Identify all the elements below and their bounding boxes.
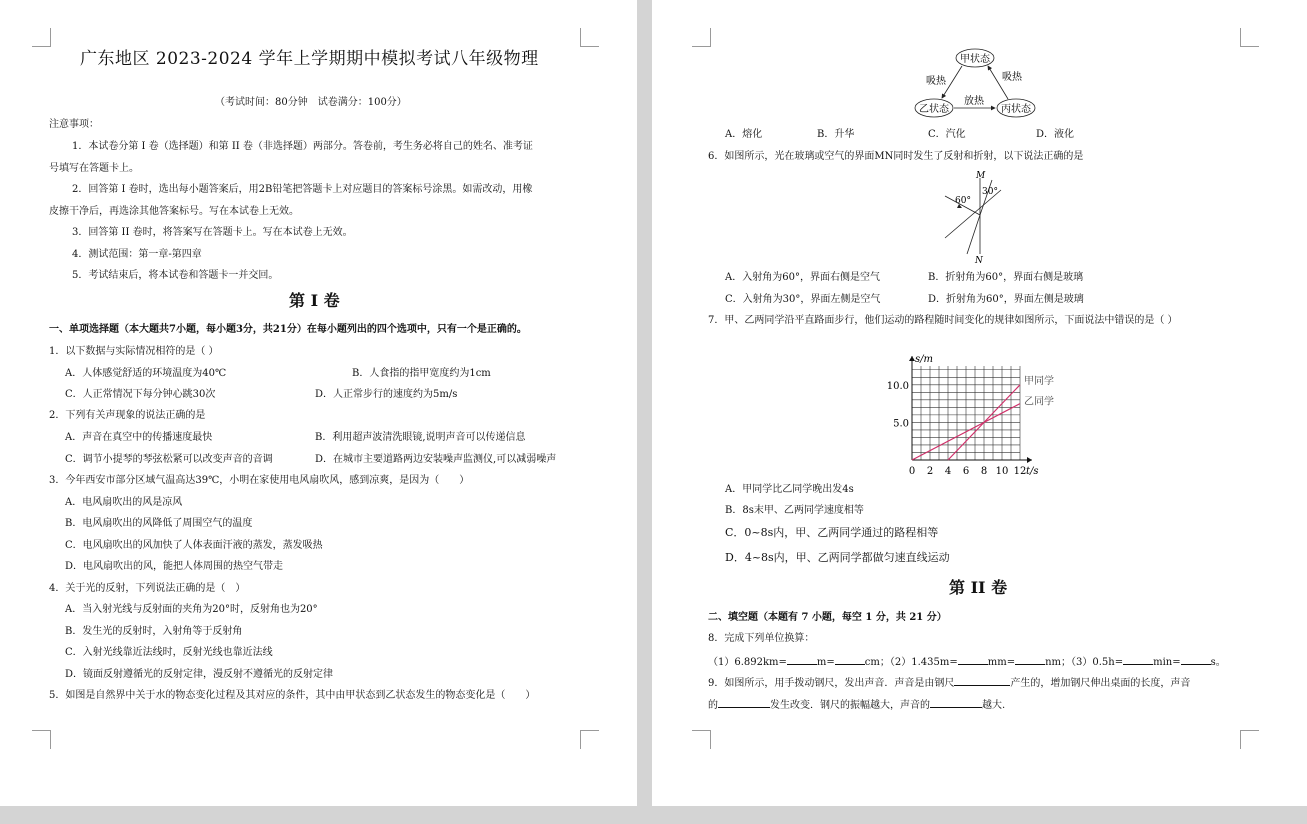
- option: D．4~8s内，甲、乙两同学都做匀速直线运动: [725, 551, 950, 564]
- notice-line: 皮擦干净后，再选涂其他答案标号。写在本试卷上无效。: [49, 206, 299, 217]
- option: A．人体感觉舒适的环境温度为40℃: [65, 368, 227, 379]
- option: B．发生光的反射时，入射角等于反射角: [65, 626, 243, 637]
- angle-label-1: 30°: [982, 187, 998, 197]
- option: A．声音在真空中的传播速度最快: [65, 432, 213, 443]
- crop-mark: [580, 730, 599, 749]
- q8-text: nm；（3）0.5h=: [1045, 657, 1124, 668]
- crop-mark: [1240, 28, 1259, 47]
- q8-text: （1）6.892km=: [708, 657, 787, 668]
- label-n: N: [975, 256, 983, 266]
- q8-text: m=: [816, 657, 835, 668]
- page-left: [0, 0, 637, 806]
- series-label-2: 乙同学: [1024, 396, 1054, 408]
- option: C．0~8s内，甲、乙两同学通过的路程相等: [725, 526, 939, 539]
- q9-text: 发生改变．钢尺的振幅越大，声音的: [770, 700, 930, 711]
- option: C．人正常情况下每分钟心跳30次: [65, 389, 216, 400]
- crop-mark: [32, 28, 51, 47]
- notice-header: 注意事项：: [49, 119, 99, 130]
- refraction-diagram: [937, 166, 1007, 266]
- chart-series: [912, 374, 1054, 460]
- q9-line-2: [708, 697, 1005, 712]
- distance-time-chart: [872, 332, 1072, 480]
- option: B．利用超声波清洗眼镜,说明声音可以传递信息: [315, 432, 526, 443]
- option: C．汽化: [928, 129, 966, 140]
- blank[interactable]: [835, 654, 865, 665]
- question-stem: 3．今年西安市部分区域气温高达39℃，小明在家使用电风扇吹风，感到凉爽，是因为（ ）: [49, 475, 470, 486]
- exam-info: （考试时间：80分钟 试卷满分：100分）: [215, 97, 407, 108]
- blank[interactable]: [1015, 654, 1045, 665]
- notice-line: 5．考试结束后，将本试卷和答题卡一并交回。: [72, 270, 279, 281]
- y-tick-label: 10.0: [886, 380, 909, 392]
- state-c-label: 丙状态: [1001, 104, 1031, 115]
- option: D．电风扇吹出的风，能把人体周围的热空气带走: [65, 561, 284, 572]
- option: A．电风扇吹出的风是凉风: [65, 497, 183, 508]
- arrow-bc-label: 放热: [964, 96, 984, 107]
- q9-line-1: [708, 675, 1190, 690]
- blank[interactable]: [930, 697, 982, 708]
- option: C．调节小提琴的琴弦松紧可以改变声音的音调: [65, 454, 273, 465]
- notice-line: 1．本试卷分第 I 卷（选择题）和第 II 卷（非选择题）两部分。答卷前，考生务必将自己的姓名、准考证: [72, 141, 533, 152]
- question-stem: 6．如图所示，光在玻璃或空气的界面MN同时发生了反射和折射，以下说法正确的是: [708, 151, 1084, 162]
- question-stem: 8．完成下列单位换算：: [708, 633, 815, 644]
- q8-text: min=: [1153, 657, 1181, 668]
- blank[interactable]: [954, 675, 1010, 686]
- chart-ticks: [887, 381, 1027, 477]
- y-axis-label: s/m: [915, 354, 933, 365]
- interface-line: [945, 190, 1001, 238]
- option: B．折射角为60°，界面右侧是玻璃: [928, 272, 1084, 283]
- notice-line: 3．回答第 II 卷时，将答案写在答题卡上。写在本试卷上无效。: [72, 227, 353, 238]
- x-tick-label: 10: [995, 466, 1009, 477]
- q8-text: cm；（2）1.435m=: [864, 657, 958, 668]
- arrow-ab-label: 吸热: [926, 76, 946, 87]
- option: B．电风扇吹出的风降低了周围空气的温度: [65, 518, 253, 529]
- notice-line: 2．回答第 I 卷时，选出每小题答案后，用2B铅笔把答题卡上对应题目的答案标号涂黑。如需改动，用橡: [72, 184, 533, 195]
- x-tick-label: 4: [944, 466, 952, 477]
- chart-axes: [909, 354, 1039, 477]
- state-a-label: 甲状态: [960, 54, 990, 65]
- blank[interactable]: [1123, 654, 1153, 665]
- question-stem: 7．甲、乙两同学沿平直路面步行，他们运动的路程随时间变化的规律如图所示，下面说法中错误的是（ ）: [708, 315, 1178, 326]
- unit-conversion-line: [708, 654, 1226, 669]
- state-cycle-diagram: [902, 44, 1052, 122]
- question-stem: 5．如图是自然界中关于水的物态变化过程及其对应的条件，其中由甲状态到乙状态发生的物态变化是（ ）: [49, 690, 536, 701]
- section-title-1: 第 I 卷: [289, 291, 340, 310]
- page-right: [652, 0, 1307, 806]
- q9-text: 的: [708, 700, 718, 711]
- crop-mark: [692, 28, 711, 47]
- x-tick-label: 12: [1013, 466, 1027, 477]
- section-title-2: 第 II 卷: [949, 578, 1008, 597]
- state-b-label: 乙状态: [919, 104, 949, 115]
- page-title: 广东地区 2023-2024 学年上学期期中模拟考试八年级物理: [80, 49, 539, 69]
- crop-mark: [692, 730, 711, 749]
- q8-text: s。: [1210, 657, 1226, 668]
- blank[interactable]: [958, 654, 988, 665]
- option: A．甲同学比乙同学晚出发4s: [725, 484, 854, 495]
- option: C．入射角为30°，界面左侧是空气: [725, 294, 881, 305]
- option: B．8s末甲、乙两同学速度相等: [725, 505, 864, 516]
- x-tick-label: 6: [962, 466, 970, 477]
- y-tick-label: 5.0: [893, 418, 909, 430]
- x-tick-label: 0: [908, 466, 916, 477]
- crop-mark: [32, 730, 51, 749]
- option: D．液化: [1036, 129, 1075, 140]
- part-header: 二、填空题（本题有 7 小题，每空 1 分，共 21 分）: [708, 612, 947, 623]
- ray-2: [980, 180, 992, 215]
- part-header: 一、单项选择题（本大题共7小题，每小题3分，共21分）在每小题列出的四个选项中，只有一个是正确的。: [49, 324, 527, 335]
- crop-mark: [580, 28, 599, 47]
- series-label-1: 甲同学: [1024, 375, 1054, 387]
- x-axis-label: t/s: [1026, 466, 1039, 477]
- blank[interactable]: [1181, 654, 1211, 665]
- label-m: M: [976, 171, 986, 181]
- ray-3: [967, 215, 980, 254]
- option: B．升华: [817, 129, 855, 140]
- blank[interactable]: [718, 697, 770, 708]
- chart-grid: [912, 366, 1020, 460]
- option: A．当入射光线与反射面的夹角为20°时，反射角也为20°: [65, 604, 318, 615]
- option: C．电风扇吹出的风加快了人体表面汗液的蒸发，蒸发吸热: [65, 540, 323, 551]
- angle-label-2: 60°: [955, 196, 971, 206]
- q9-text: 产生的，增加钢尺伸出桌面的长度，声音: [1010, 678, 1191, 689]
- option: D．折射角为60°，界面左侧是玻璃: [928, 294, 1084, 305]
- x-axis-arrow: [1027, 457, 1032, 463]
- crop-mark: [1240, 730, 1259, 749]
- option: B．人食指的指甲宽度约为1cm: [352, 368, 491, 379]
- blank[interactable]: [787, 654, 817, 665]
- option: D．在城市主要道路两边安装噪声监测仪,可以减弱噪声: [315, 454, 557, 465]
- question-stem: 1．以下数据与实际情况相符的是（ ）: [49, 346, 219, 357]
- q9-text: 越大.: [982, 700, 1006, 711]
- q9-text: 9．如图所示，用手拨动钢尺，发出声音．声音是由钢尺: [708, 678, 955, 689]
- option: A．熔化: [725, 129, 763, 140]
- arrow-ca-label: 吸热: [1002, 72, 1022, 83]
- question-stem: 2．下列有关声现象的说法正确的是: [49, 410, 206, 421]
- question-stem: 4．关于光的反射，下列说法正确的是（ ）: [49, 583, 246, 594]
- notice-line: 号填写在答题卡上。: [49, 163, 139, 174]
- option: D．人正常步行的速度约为5m/s: [315, 389, 458, 400]
- x-tick-label: 2: [926, 466, 934, 477]
- option: D．镜面反射遵循光的反射定律，漫反射不遵循光的反射定律: [65, 669, 334, 680]
- option: C．入射光线靠近法线时，反射光线也靠近法线: [65, 647, 273, 658]
- x-tick-label: 8: [980, 466, 988, 477]
- notice-line: 4．测试范围：第一章-第四章: [72, 249, 202, 260]
- option: A．入射角为60°，界面右侧是空气: [725, 272, 880, 283]
- q8-text: mm=: [987, 657, 1016, 668]
